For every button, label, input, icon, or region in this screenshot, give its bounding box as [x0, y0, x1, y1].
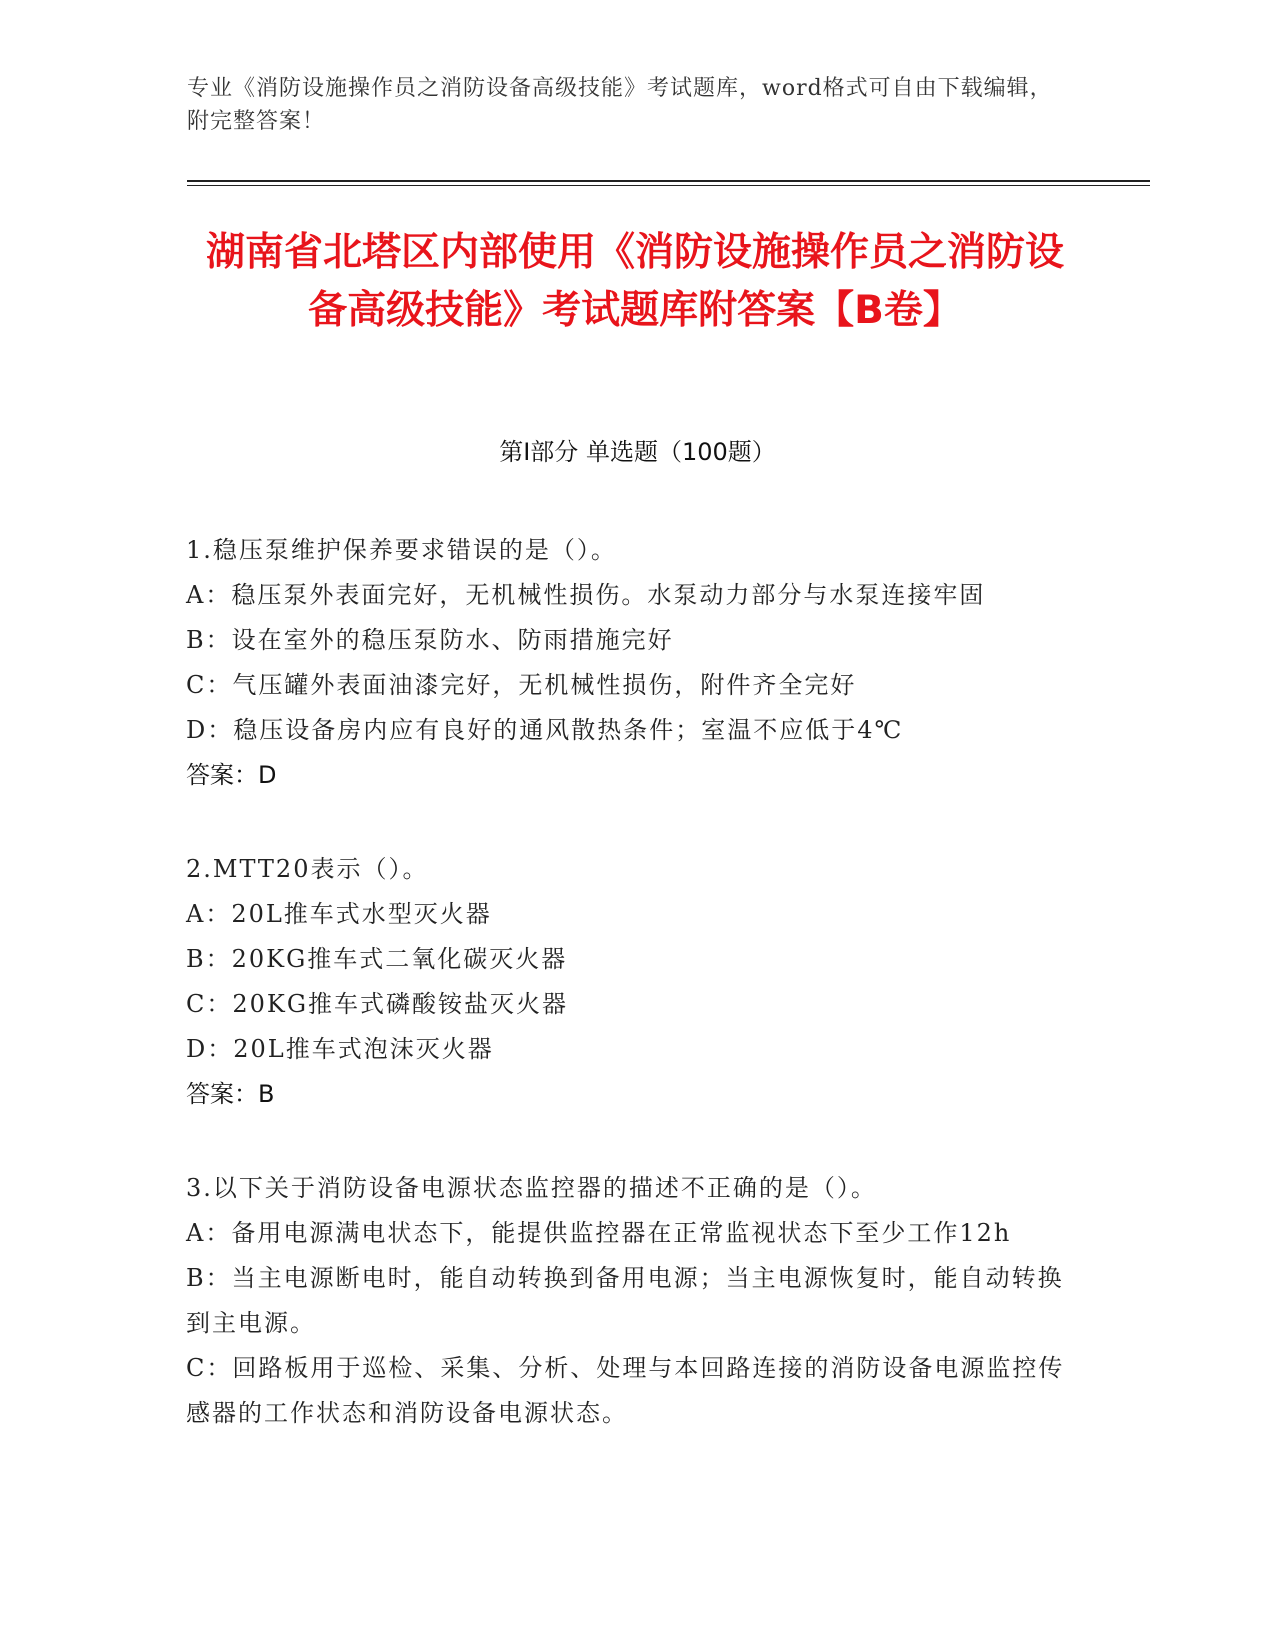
option-b: B：当主电源断电时，能自动转换到备用电源；当主电源恢复时，能自动转换到主电源。 — [186, 1264, 1064, 1337]
option-b: B：20KG推车式二氧化碳灭火器 — [186, 945, 568, 973]
option-d: D：20L推车式泡沫灭火器 — [186, 1035, 494, 1063]
option-b: B：设在室外的稳压泵防水、防雨措施完好 — [186, 626, 674, 654]
option-a: A：稳压泵外表面完好，无机械性损伤。水泵动力部分与水泵连接牢固 — [186, 581, 986, 609]
question-1 — [186, 528, 1076, 798]
question-stem: 2.MTT20表示（）。 — [186, 855, 429, 883]
question-stem: 3.以下关于消防设备电源状态监控器的描述不正确的是（）。 — [186, 1174, 877, 1202]
header-rule-thin — [187, 185, 1150, 186]
header-rule-thick — [187, 180, 1150, 182]
option-c: C：气压罐外表面油漆完好，无机械性损伤，附件齐全完好 — [186, 671, 857, 699]
option-a: A：备用电源满电状态下，能提供监控器在正常监视状态下至少工作12h — [186, 1219, 1012, 1247]
question-3 — [186, 1166, 1076, 1436]
option-c: C：20KG推车式磷酸铵盐灭火器 — [186, 990, 569, 1018]
option-d: D：稳压设备房内应有良好的通风散热条件；室温不应低于4℃ — [186, 716, 904, 744]
question-stem: 1.稳压泵维护保养要求错误的是（）。 — [186, 536, 617, 564]
question-2 — [186, 847, 1076, 1117]
header-note: 专业《消防设施操作员之消防设备高级技能》考试题库，word格式可自由下载编辑，附完整答案！ — [187, 76, 1053, 134]
option-c: C：回路板用于巡检、采集、分析、处理与本回路连接的消防设备电源监控传感器的工作状态和消防设备电源状态。 — [186, 1354, 1065, 1427]
section-title: 第I部分 单选题（100题） — [499, 438, 776, 466]
question-list — [186, 528, 1076, 1485]
option-a: A：20L推车式水型灭火器 — [186, 900, 492, 928]
document-title: 湖南省北塔区内部使用《消防设施操作员之消防设备高级技能》考试题库附答案【B卷】 — [205, 230, 1064, 333]
answer: 答案：B — [186, 1080, 275, 1108]
answer: 答案：D — [186, 761, 277, 789]
